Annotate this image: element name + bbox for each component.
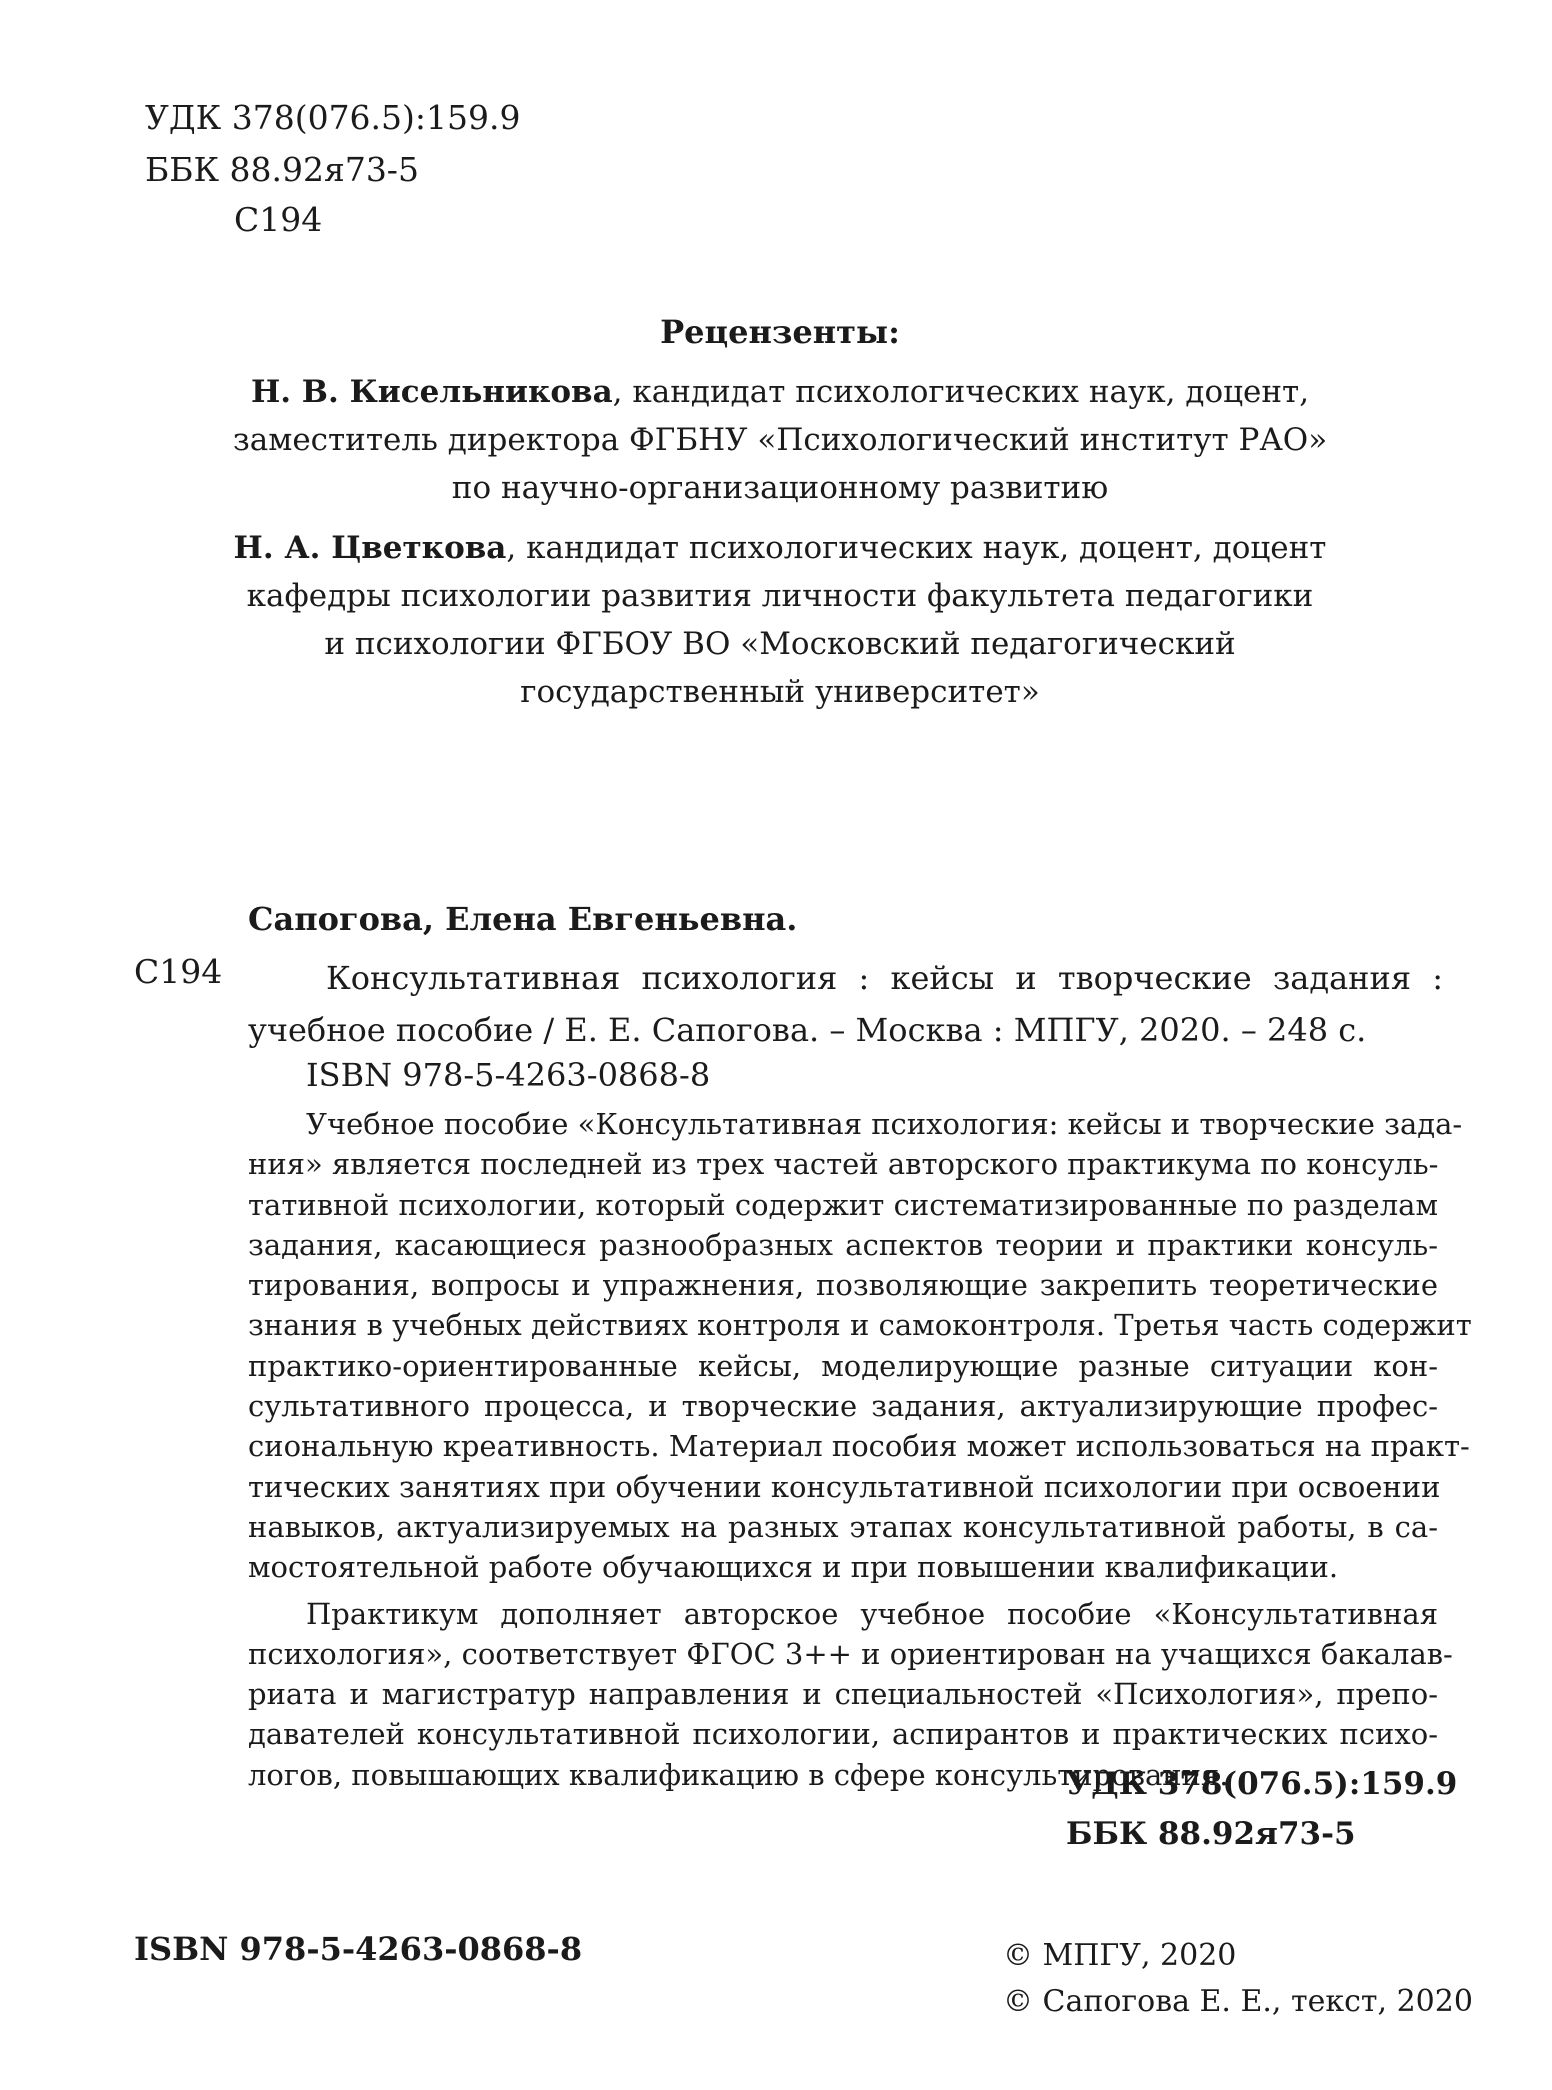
annotation-line: навыков, актуализируемых на разных этапах консультативной работы, в са- [248, 1509, 1438, 1544]
entry-author-mark: С194 [134, 952, 223, 991]
author-mark-top: С194 [234, 200, 323, 239]
reviewer-1 [150, 368, 1410, 512]
reviewer-1-name: Н. В. Кисельникова [250, 374, 613, 410]
copyright-author: © Сапогова Е. Е., текст, 2020 [1003, 1984, 1473, 2019]
reviewer-1-line-3: по научно-организационному развитию [451, 470, 1109, 506]
annotation-line: риата и магистратур направления и специальностей «Психология», препо- [248, 1677, 1438, 1712]
entry-isbn: ISBN 978-5-4263-0868-8 [306, 1056, 711, 1094]
annotation-line: сиональную креативность. Материал пособия может использоваться на практ- [248, 1429, 1470, 1464]
annotation-line: знания в учебных действиях контроля и самоконтроля. Третья часть содержит [248, 1308, 1472, 1343]
annotation-line: практико-ориентированные кейсы, моделирующие разные ситуации кон- [248, 1348, 1438, 1383]
entry-title-line-1: Консультативная психология : кейсы и творческие задания : [326, 959, 1443, 997]
annotation-line: тирования, вопросы и упражнения, позволяющие закрепить теоретические [248, 1268, 1438, 1303]
reviewer-2-line-4: государственный университет» [520, 674, 1040, 710]
bbk-code-bottom: ББК 88.92я73-5 [1066, 1816, 1356, 1852]
reviewer-2-line-3: и психологии ФГБОУ ВО «Московский педагогический [324, 626, 1236, 662]
reviewers-block [150, 308, 1410, 728]
annotation-paragraph-1 [248, 1104, 1472, 1588]
reviewer-2-line-2: кафедры психологии развития личности факультета педагогики [246, 578, 1314, 614]
reviewer-2-line-1: , кандидат психологических наук, доцент, доцент [506, 530, 1327, 566]
reviewer-2-name: Н. А. Цветкова [233, 530, 507, 566]
bbk-code-top: ББК 88.92я73-5 [145, 150, 419, 189]
isbn-bottom: ISBN 978-5-4263-0868-8 [134, 1930, 583, 1968]
reviewer-1-line-2: заместитель директора ФГБНУ «Психологический институт РАО» [232, 422, 1328, 458]
entry-title [248, 952, 1443, 1056]
reviewer-2 [150, 524, 1410, 716]
annotation-line: давателей консультативной психологии, аспирантов и практических психо- [248, 1717, 1438, 1752]
annotation-line: Практикум дополняет авторское учебное пособие «Консультативная [306, 1596, 1438, 1631]
entry-author: Сапогова, Елена Евгеньевна. [248, 900, 798, 938]
annotation-line: сультативного процесса, и творческие задания, актуализирующие профес- [248, 1389, 1438, 1424]
annotation-line: логов, повышающих квалификацию в сфере консультирования. [248, 1757, 1229, 1792]
annotation-line: ния» является последней из трех частей авторского практикума по консуль- [248, 1147, 1439, 1182]
reviewer-1-line-1: , кандидат психологических наук, доцент, [612, 374, 1310, 410]
annotation-line: Учебное пособие «Консультативная психология: кейсы и творческие зада- [306, 1107, 1463, 1141]
reviewers-heading: Рецензенты: [660, 313, 900, 351]
entry-title-line-2: учебное пособие / Е. Е. Сапогова. – Москва : МПГУ, 2020. – 248 с. [248, 1011, 1367, 1049]
copyright-publisher: © МПГУ, 2020 [1003, 1938, 1237, 1973]
annotation-line: мостоятельной работе обучающихся и при повышении квалификации. [248, 1550, 1339, 1585]
udk-code-top: УДК 378(076.5):159.9 [145, 98, 521, 137]
annotation [248, 1104, 1472, 1801]
annotation-line: психология», соответствует ФГОС 3++ и ориентирован на учащихся бакалав- [248, 1636, 1453, 1671]
annotation-paragraph-2 [248, 1594, 1453, 1795]
udk-code-bottom: УДК 378(076.5):159.9 [1066, 1766, 1458, 1802]
annotation-line: тативной психологии, который содержит систематизированные по разделам [248, 1187, 1438, 1222]
annotation-line: задания, касающиеся разнообразных аспектов теории и практики консуль- [248, 1227, 1438, 1262]
annotation-line: тических занятиях при обучении консультативной психологии при освоении [248, 1469, 1441, 1504]
